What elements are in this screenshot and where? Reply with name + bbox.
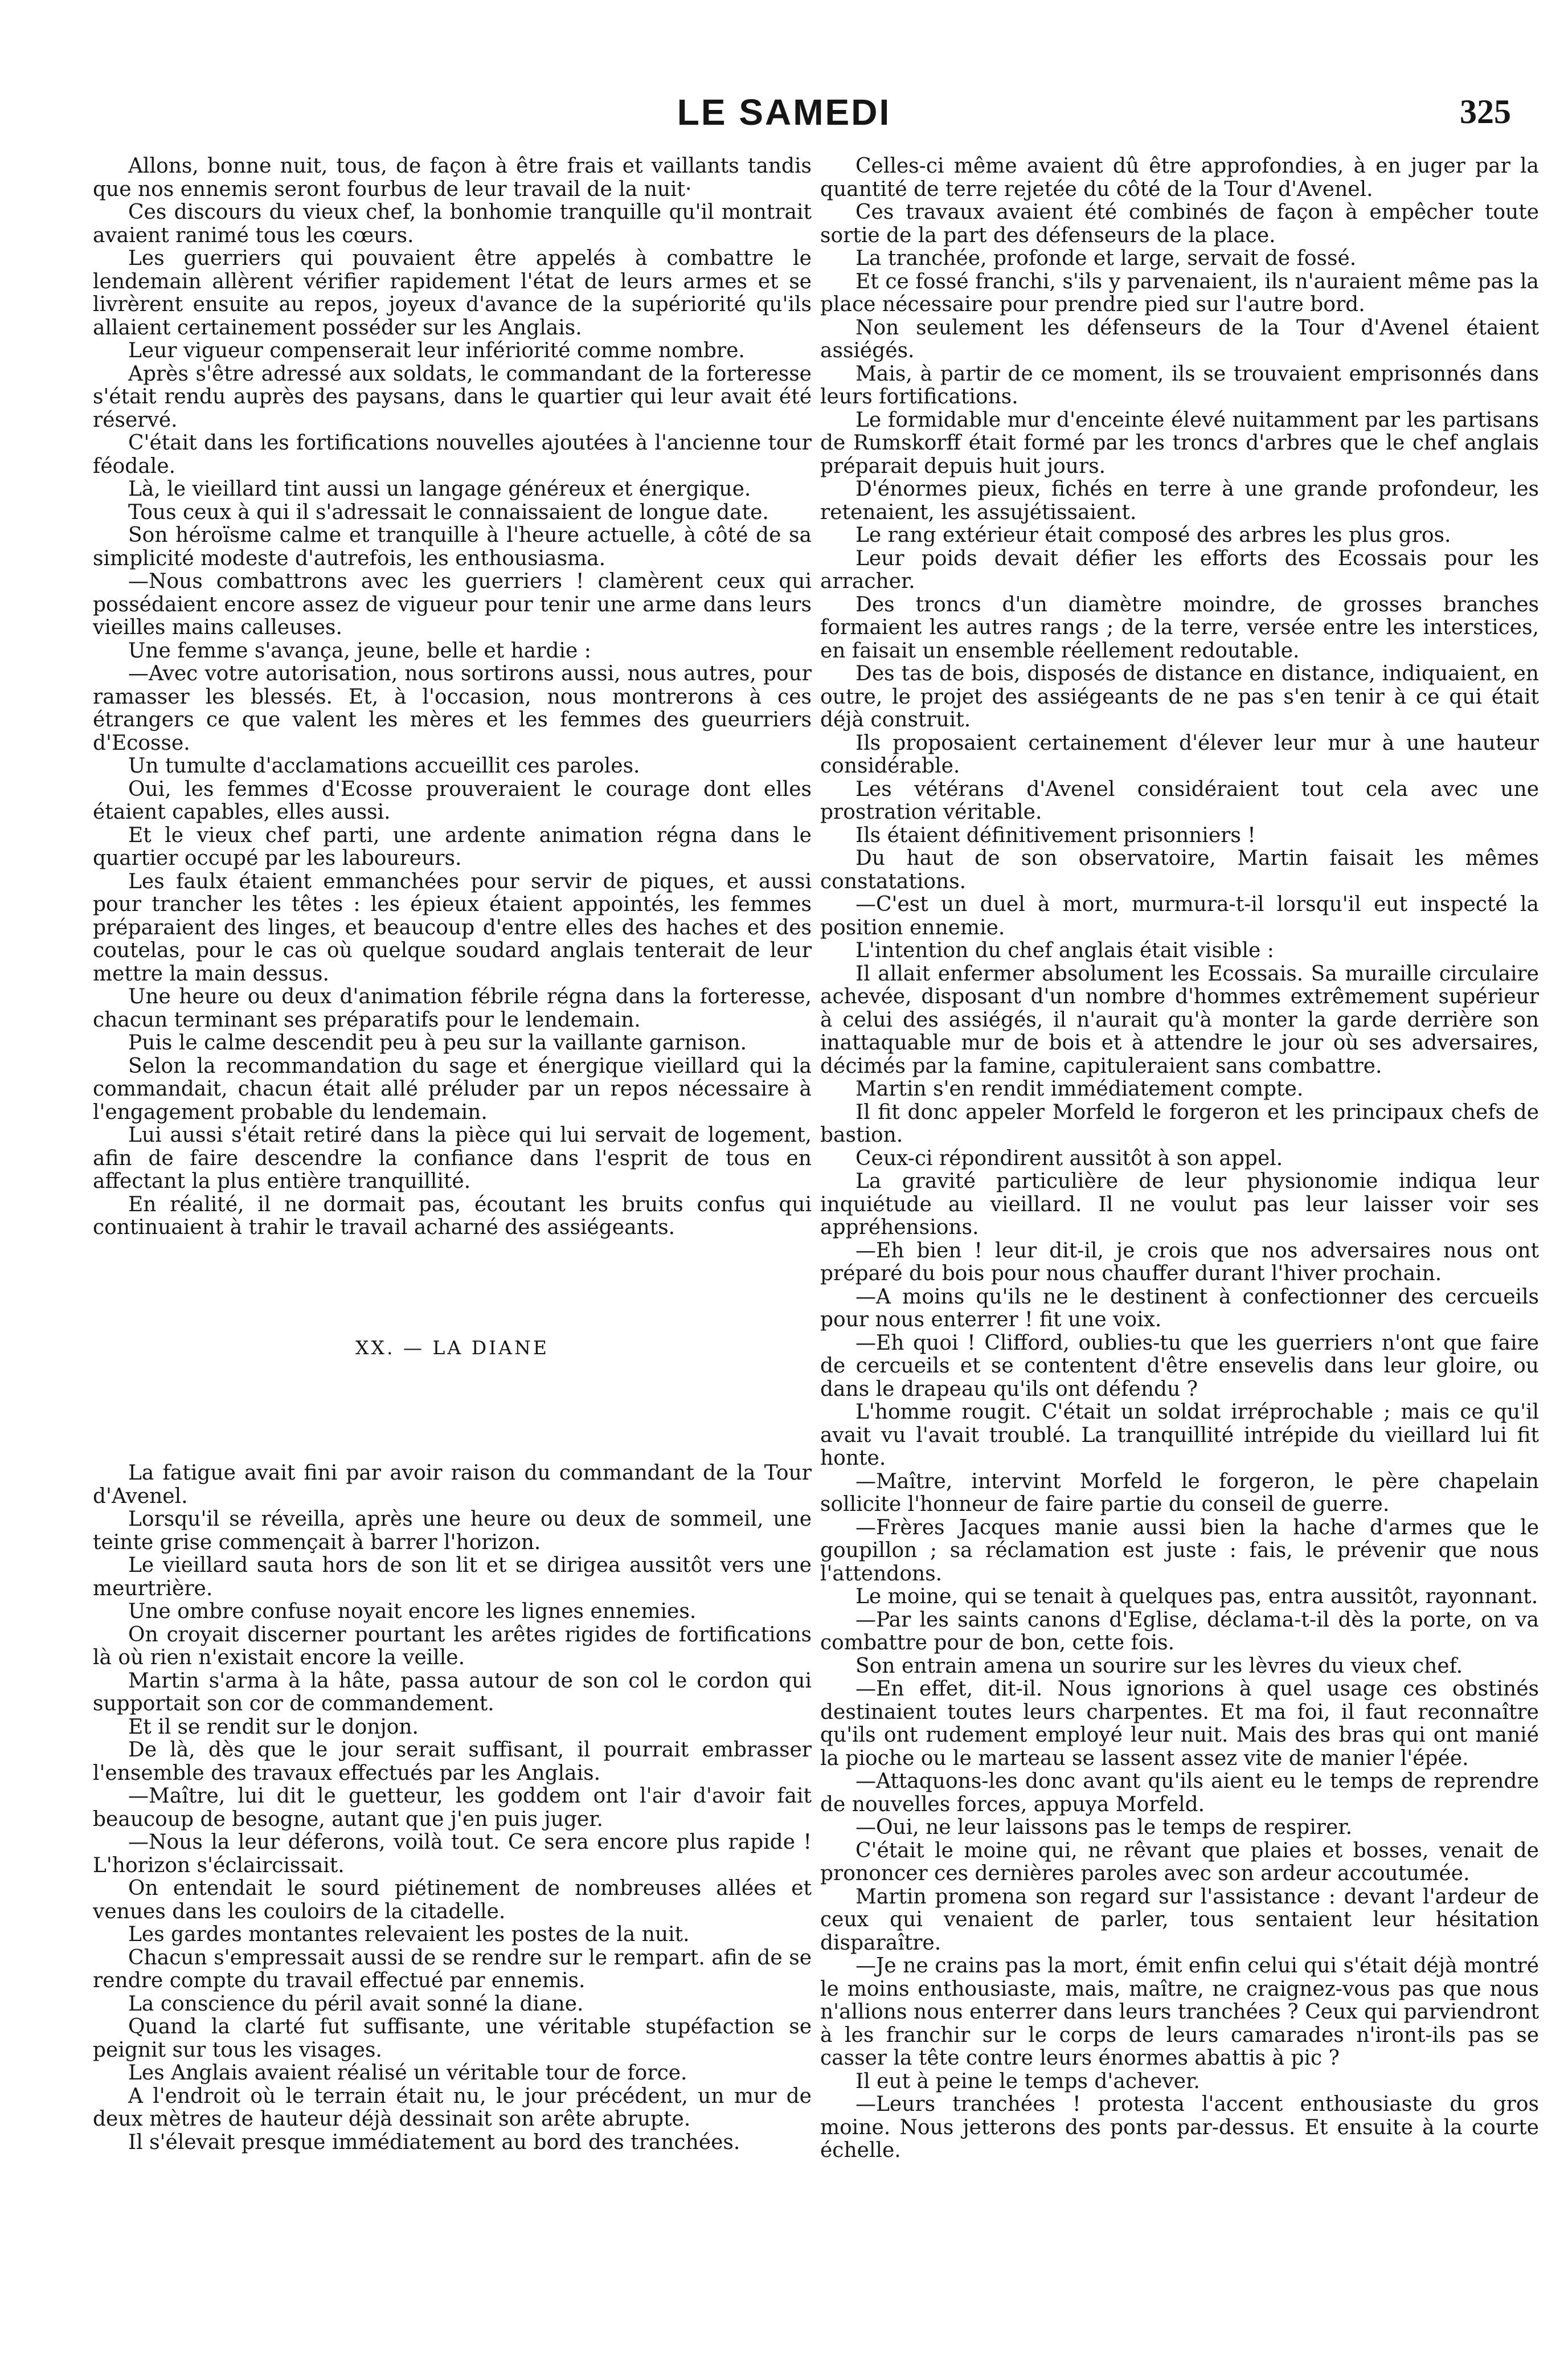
- paragraph: Ces travaux avaient été combinés de façon à empêcher toute sortie de la part des défenseurs de la place.: [820, 201, 1539, 247]
- paragraph: Martin s'en rendit immédiatement compte.: [855, 1077, 1304, 1101]
- paragraph: La tranchée, profonde et large, servait de fossé.: [855, 247, 1357, 270]
- paragraph: —Nous la leur déferons, voilà tout. Ce sera encore plus rapide ! L'horizon s'éclaircissait.: [93, 1831, 812, 1877]
- paragraph: La gravité particulière de leur physionomie indiqua leur inquiétude au vieillard. Il ne voulut pas leur laisser voir ses appréhensions.: [820, 1170, 1539, 1239]
- paragraph: Lui aussi s'était retiré dans la pièce qui lui servait de logement, afin de faire descendre la confiance dans l'esprit de tous en affectant la plus entière tranquillité.: [93, 1123, 812, 1193]
- paragraph: La conscience du péril avait sonné la diane.: [128, 1992, 584, 2016]
- paragraph: Selon la recommandation du sage et énergique vieillard qui la commandait, chacun était allé préluder par un repos nécessaire à l'engagement probable du lendemain.: [93, 1054, 812, 1124]
- paragraph: D'énormes pieux, fichés en terre à une grande profondeur, les retenaient, les assujétissaient.: [820, 477, 1539, 524]
- paragraph: Celles-ci même avaient dû être approfondies, à en juger par la quantité de terre rejetée du côté de la Tour d'Avenel.: [820, 155, 1539, 201]
- paragraph: Là, le vieillard tint aussi un langage généreux et énergique.: [128, 477, 751, 501]
- paragraph: C'était le moine qui, ne rêvant que plaies et bosses, venait de prononcer ces dernières paroles avec son ardeur accoutumée.: [820, 1838, 1539, 1885]
- paragraph: Ces discours du vieux chef, la bonhomie tranquille qu'il montrait avaient ranimé tous les cœurs.: [93, 201, 812, 247]
- paragraph: Les vétérans d'Avenel considéraient tout cela avec une prostration véritable.: [820, 777, 1539, 824]
- paragraph: Lorsqu'il se réveilla, après une heure ou deux de sommeil, une teinte grise commençait à barrer l'horizon.: [93, 1507, 812, 1554]
- paragraph: Puis le calme descendit peu à peu sur la vaillante garnison.: [128, 1031, 747, 1055]
- paragraph: —Nous combattrons avec les guerriers ! clamèrent ceux qui possédaient encore assez de vigueur pour tenir une arme dans leurs vieilles mains calleuses.: [93, 570, 812, 639]
- paragraph: Une heure ou deux d'animation fébrile régna dans la forteresse, chacun terminant ses préparatifs pour le lendemain.: [93, 985, 812, 1032]
- paragraph: Les faulx étaient emmanchées pour servir de piques, et aussi pour trancher les têtes : les épieux étaient appointés, les femmes préparaient des linges, et beaucoup d'entre elles des haches et des coutelas, pour le cas où quelque soudard anglais tenterait de leur mettre la main dessus.: [93, 869, 812, 986]
- paragraph: Les gardes montantes relevaient les postes de la nuit.: [128, 1923, 690, 1946]
- paragraph: De là, dès que le jour serait suffisant, il pourrait embrasser l'ensemble des travaux effectués par les Anglais.: [93, 1738, 812, 1785]
- section-heading: XX. — LA DIANE: [355, 1336, 549, 1359]
- paragraph: Son entrain amena un sourire sur les lèvres du vieux chef.: [855, 1654, 1463, 1678]
- paragraph: —En effet, dit-il. Nous ignorions à quel usage ces obstinés destinaient toutes leurs charpentes. Et ma foi, il faut reconnaître qu'ils ont rudement employé leur nuit. Mais des bras qui ont manié la pioche ou le marteau se lassent assez vite de manier l'épée.: [820, 1677, 1539, 1770]
- journal-title: LE SAMEDI: [677, 92, 891, 133]
- paragraph: Leur poids devait défier les efforts des Ecossais pour les arracher.: [820, 546, 1539, 593]
- paragraph: Une ombre confuse noyait encore les lignes ennemies.: [128, 1600, 697, 1623]
- paragraph: Allons, bonne nuit, tous, de façon à être frais et vaillants tandis que nos ennemis seront fourbus de leur travail de la nuit·: [93, 155, 812, 201]
- paragraph: —Attaquons-les donc avant qu'ils aient eu le temps de reprendre de nouvelles forces, appuya Morfeld.: [820, 1770, 1539, 1816]
- left-column: [93, 155, 812, 2360]
- paragraph: On croyait discerner pourtant les arêtes rigides de fortifications là où rien n'existait encore la veille.: [93, 1623, 812, 1669]
- paragraph: Le vieillard sauta hors de son lit et se dirigea aussitôt vers une meurtrière.: [93, 1554, 812, 1600]
- paragraph: Et le vieux chef parti, une ardente animation régna dans le quartier occupé par les laboureurs.: [93, 823, 812, 870]
- paragraph: On entendait le sourd piétinement de nombreuses allées et venues dans les couloirs de la citadelle.: [93, 1877, 812, 1923]
- paragraph: Quand la clarté fut suffisante, une véritable stupéfaction se peignit sur tous les visages.: [93, 2015, 812, 2062]
- paragraph: —Avec votre autorisation, nous sortirons aussi, nous autres, pour ramasser les blessés. Et, à l'occasion, nous montrerons à ces étrangers ce que valent les mères et les femmes des gueurriers d'Ecosse.: [93, 662, 812, 755]
- paragraph: Les Anglais avaient réalisé un véritable tour de force.: [128, 2061, 687, 2085]
- paragraph: Il s'élevait presque immédiatement au bord des tranchées.: [128, 2130, 740, 2154]
- paragraph: Les guerriers qui pouvaient être appelés à combattre le lendemain allèrent vérifier rapidement l'état de leurs armes et se livrèrent ensuite au repos, joyeux d'avance de la supériorité qu'ils allaient certainement posséder sur les Anglais.: [93, 247, 812, 340]
- page-number: 325: [1460, 93, 1511, 130]
- paragraph: Des troncs d'un diamètre moindre, de grosses branches formaient les autres rangs ; de la terre, versée entre les interstices, en faisait un ensemble réellement redoutable.: [820, 593, 1539, 663]
- paragraph: —Je ne crains pas la mort, émit enfin celui qui s'était déjà montré le moins enthousiaste, mais, maître, ne craignez-vous pas que nous n'allions nous enterrer dans leurs tranchées ? Ceux qui parviendront à les franchir sur le corps de leurs camarades n'iront-ils pas se casser la tête contre leurs énormes abattis à pic ?: [820, 1954, 1539, 2070]
- paragraph: —Oui, ne leur laissons pas le temps de respirer.: [855, 1816, 1353, 1839]
- paragraph: Ils proposaient certainement d'élever leur mur à une hauteur considérable.: [820, 731, 1539, 778]
- paragraph: Un tumulte d'acclamations accueillit ces paroles.: [128, 754, 640, 778]
- paragraph: Leur vigueur compenserait leur infériorité comme nombre.: [128, 339, 745, 362]
- paragraph: —Frères Jacques manie aussi bien la hache d'armes que le goupillon ; sa réclamation est juste : fais, le prévenir que nous l'attendons.: [820, 1515, 1539, 1586]
- right-column: [820, 155, 1539, 2360]
- paragraph: Ceux-ci répondirent aussitôt à son appel.: [855, 1146, 1283, 1170]
- paragraph: Martin s'arma à la hâte, passa autour de son col le cordon qui supportait son cor de commandement.: [93, 1669, 812, 1715]
- paragraph: —A moins qu'ils ne le destinent à confectionner des cercueils pour nous enterrer ! fit une voix.: [820, 1285, 1539, 1331]
- paragraph: Non seulement les défenseurs de la Tour d'Avenel étaient assiégés.: [820, 316, 1539, 362]
- paragraph: Il allait enfermer absolument les Ecossais. Sa muraille circulaire achevée, disposant d'un nombre d'hommes extrêmement supérieur à celui des assiégés, il n'aurait qu'à monter la garde derrière son inattaquable mur de bois et à attendre le jour où ses adversaires, décimés par la famine, capituleraient sans combattre.: [820, 962, 1539, 1078]
- paragraph: Une femme s'avança, jeune, belle et hardie :: [128, 639, 591, 663]
- paragraph: Chacun s'empressait aussi de se rendre sur le rempart. afin de se rendre compte du travail effectué par ennemis.: [93, 1946, 812, 1992]
- paragraph: —Eh bien ! leur dit-il, je crois que nos adversaires nous ont préparé du bois pour nous chauffer durant l'hiver prochain.: [820, 1239, 1539, 1285]
- paragraph: Martin promena son regard sur l'assistance : devant l'ardeur de ceux qui venaient de parler, tous sentaient leur hésitation disparaître.: [820, 1885, 1539, 1955]
- paragraph: Tous ceux à qui il s'adressait le connaissaient de longue date.: [128, 500, 769, 524]
- paragraph: Le rang extérieur était composé des arbres les plus gros.: [855, 524, 1451, 547]
- paragraph: A l'endroit où le terrain était nu, le jour précédent, un mur de deux mètres de hauteur déjà dessinait son arête abrupte.: [93, 2084, 812, 2131]
- paragraph: —Par les saints canons d'Eglise, déclama-t-il dès la porte, on va combattre pour de bon, cette fois.: [820, 1608, 1539, 1654]
- paragraph: Le formidable mur d'enceinte élevé nuitamment par les partisans de Rumskorff était formé par les troncs d'arbres que le chef anglais préparait depuis huit jours.: [820, 408, 1539, 478]
- paragraph: En réalité, il ne dormait pas, écoutant les bruits confus qui continuaient à trahir le travail acharné des assiégeants.: [93, 1192, 812, 1239]
- paragraph: C'était dans les fortifications nouvelles ajoutées à l'ancienne tour féodale.: [93, 431, 812, 478]
- paragraph: Des tas de bois, disposés de distance en distance, indiquaient, en outre, le projet des assiégeants de ne pas s'en tenir à ce qui était déjà construit.: [820, 662, 1539, 732]
- paragraph: L'homme rougit. C'était un soldat irréprochable ; mais ce qu'il avait vu l'avait troublé. La tranquillité intrépide du vieillard lui fit honte.: [820, 1400, 1539, 1470]
- paragraph: Il fit donc appeler Morfeld le forgeron et les principaux chefs de bastion.: [820, 1100, 1539, 1147]
- paragraph: Et ce fossé franchi, s'ils y parvenaient, ils n'auraient même pas la place nécessaire pour prendre pied sur l'autre bord.: [820, 269, 1539, 316]
- paragraph: Il eut à peine le temps d'achever.: [855, 2069, 1200, 2093]
- paragraph: Du haut de son observatoire, Martin faisait les mêmes constatations.: [820, 847, 1539, 893]
- paragraph: —Maître, intervint Morfeld le forgeron, le père chapelain sollicite l'honneur de faire partie du conseil de guerre.: [820, 1469, 1539, 1516]
- paragraph: Et il se rendit sur le donjon.: [128, 1715, 419, 1739]
- paragraph: La fatigue avait fini par avoir raison du commandant de la Tour d'Avenel.: [93, 1461, 812, 1508]
- paragraph: —Maître, lui dit le guetteur, les goddem ont l'air d'avoir fait beaucoup de besogne, autant que j'en puis juger.: [93, 1784, 812, 1831]
- paragraph: —C'est un duel à mort, murmura-t-il lorsqu'il eut inspecté la position ennemie.: [820, 893, 1539, 939]
- paragraph: Mais, à partir de ce moment, ils se trouvaient emprisonnés dans leurs fortifications.: [820, 362, 1539, 408]
- paragraph: L'intention du chef anglais était visible :: [855, 939, 1274, 962]
- paragraph: —Eh quoi ! Clifford, oublies-tu que les guerriers n'ont que faire de cercueils et se contentent d'être ensevelis dans leur gloire, ou dans le drapeau qu'ils ont défendu ?: [820, 1331, 1539, 1401]
- paragraph: —Leurs tranchées ! protesta l'accent enthousiaste du gros moine. Nous jetterons des ponts par-dessus. Et ensuite à la courte échelle.: [820, 2093, 1539, 2162]
- paragraph: Après s'être adressé aux soldats, le commandant de la forteresse s'était rendu auprès des paysans, dans le quartier qui leur avait été réservé.: [93, 362, 812, 432]
- paragraph: Le moine, qui se tenait à quelques pas, entra aussitôt, rayonnant.: [855, 1585, 1538, 1608]
- paragraph: Oui, les femmes d'Ecosse prouveraient le courage dont elles étaient capables, elles aussi.: [93, 777, 812, 824]
- paragraph: Ils étaient définitivement prisonniers !: [855, 823, 1256, 847]
- paragraph: Son héroïsme calme et tranquille à l'heure actuelle, à côté de sa simplicité modeste d'autrefois, les enthousiasma.: [93, 524, 812, 570]
